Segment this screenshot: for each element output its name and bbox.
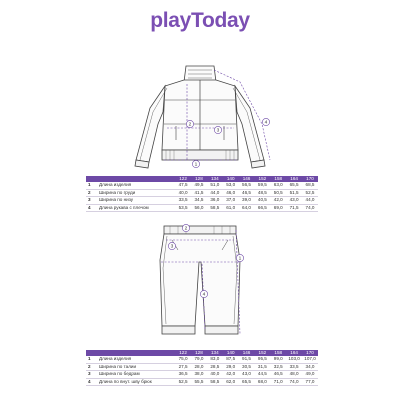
size-header: 170	[302, 176, 318, 182]
cell: 71,5	[286, 204, 302, 212]
table-row	[86, 204, 318, 212]
size-header: 134	[207, 350, 223, 356]
cell: 33,5	[175, 197, 191, 205]
row-number: 2	[86, 363, 99, 371]
cell: 51,0	[207, 182, 223, 189]
cell: 48,5	[254, 189, 270, 197]
row-number: 4	[86, 204, 99, 212]
jacket-marker-1	[192, 160, 199, 167]
size-header: 128	[191, 176, 207, 182]
size-header: 146	[239, 176, 255, 182]
cell: 79,0	[191, 356, 207, 363]
cell: 83,0	[207, 356, 223, 363]
cell: 68,0	[254, 378, 270, 386]
cell: 40,0	[175, 189, 191, 197]
cell: 77,0	[302, 378, 318, 386]
brand-logo: playToday	[150, 9, 250, 32]
size-header: 146	[239, 350, 255, 356]
size-header: 164	[286, 176, 302, 182]
cell: 36,5	[175, 371, 191, 379]
svg-text:3: 3	[170, 244, 174, 250]
cell: 56,0	[191, 204, 207, 212]
row-label: Длина по внут. шву брюк	[99, 378, 175, 386]
row-label: Длина рукава с плечом	[99, 204, 175, 212]
cell: 53,5	[175, 204, 191, 212]
cell: 44,0	[302, 197, 318, 205]
table-row	[86, 356, 318, 363]
cell: 65,5	[239, 378, 255, 386]
table-row	[86, 363, 318, 371]
cell: 40,5	[254, 197, 270, 205]
size-header: 170	[302, 350, 318, 356]
cell: 53,0	[223, 182, 239, 189]
jacket-marker-4	[262, 118, 269, 125]
cell: 38,0	[191, 371, 207, 379]
cell: 30,5	[239, 363, 255, 371]
svg-text:4: 4	[264, 120, 268, 126]
row-label: Ширина по талии	[99, 363, 175, 371]
cell: 103,0	[286, 356, 302, 363]
cell: 99,0	[270, 356, 286, 363]
cell: 37,0	[223, 197, 239, 205]
jacket-marker-2	[186, 120, 193, 127]
table-row	[86, 197, 318, 205]
cell: 44,0	[207, 189, 223, 197]
cell: 49,0	[302, 371, 318, 379]
cell: 46,5	[270, 371, 286, 379]
cell: 47,5	[175, 182, 191, 189]
cell: 34,5	[191, 197, 207, 205]
size-header: 140	[223, 350, 239, 356]
cell: 46,5	[239, 189, 255, 197]
cell: 43,0	[239, 371, 255, 379]
size-header: 122	[175, 350, 191, 356]
cell: 43,0	[286, 197, 302, 205]
cell: 44,5	[254, 371, 270, 379]
cell: 62,0	[223, 378, 239, 386]
size-header: 134	[207, 176, 223, 182]
cell: 46,0	[223, 189, 239, 197]
pants-marker-1	[236, 254, 243, 261]
table-row	[86, 371, 318, 379]
row-label: Длина изделия	[99, 182, 175, 189]
cell: 107,0	[302, 356, 318, 363]
table-row	[86, 189, 318, 197]
cell: 29,0	[223, 363, 239, 371]
svg-text:3: 3	[216, 128, 220, 134]
cell: 74,0	[286, 378, 302, 386]
pants-marker-2	[182, 224, 189, 231]
cell: 32,5	[270, 363, 286, 371]
cell: 63,0	[270, 182, 286, 189]
svg-text:2: 2	[188, 122, 192, 128]
cell: 50,5	[270, 189, 286, 197]
pants-marker-4	[200, 290, 207, 297]
row-number: 4	[86, 378, 99, 386]
row-label: Ширина по низу	[99, 197, 175, 205]
jacket-drawing	[135, 66, 265, 168]
jacket-size-table	[86, 176, 318, 212]
cell: 87,5	[223, 356, 239, 363]
cell: 49,5	[191, 182, 207, 189]
cell: 42,0	[223, 371, 239, 379]
cell: 58,5	[207, 204, 223, 212]
cell: 65,5	[286, 182, 302, 189]
cell: 51,5	[286, 189, 302, 197]
cell: 66,5	[254, 204, 270, 212]
cell: 48,0	[286, 371, 302, 379]
size-header: 140	[223, 176, 239, 182]
cell: 41,5	[191, 189, 207, 197]
size-header: 164	[286, 350, 302, 356]
size-header: 152	[254, 350, 270, 356]
svg-text:4: 4	[202, 292, 206, 298]
cell: 34,0	[302, 363, 318, 371]
row-number: 3	[86, 197, 99, 205]
cell: 58,5	[207, 378, 223, 386]
size-header: 158	[270, 350, 286, 356]
size-header: 158	[270, 176, 286, 182]
cell: 33,5	[286, 363, 302, 371]
svg-text:2: 2	[184, 226, 188, 232]
row-number: 1	[86, 182, 99, 189]
cell: 74,0	[302, 204, 318, 212]
table-row	[86, 378, 318, 386]
row-number: 1	[86, 356, 99, 363]
jacket-marker-3	[214, 126, 221, 133]
cell: 28,5	[207, 363, 223, 371]
pants-marker-3	[168, 242, 175, 249]
row-label: Ширина по бедрам	[99, 371, 175, 379]
cell: 39,0	[239, 197, 255, 205]
cell: 69,0	[270, 204, 286, 212]
cell: 42,0	[270, 197, 286, 205]
row-number: 2	[86, 189, 99, 197]
cell: 59,5	[254, 182, 270, 189]
size-header: 152	[254, 176, 270, 182]
cell: 40,0	[207, 371, 223, 379]
size-header: 122	[175, 176, 191, 182]
cell: 64,0	[239, 204, 255, 212]
cell: 68,5	[302, 182, 318, 189]
cell: 31,5	[254, 363, 270, 371]
cell: 56,5	[239, 182, 255, 189]
cell: 91,5	[239, 356, 255, 363]
row-label: Ширина по груди	[99, 189, 175, 197]
cell: 95,5	[254, 356, 270, 363]
cell: 52,5	[175, 378, 191, 386]
cell: 36,0	[207, 197, 223, 205]
cell: 71,0	[270, 378, 286, 386]
cell: 61,0	[223, 204, 239, 212]
cell: 55,5	[191, 378, 207, 386]
row-number: 3	[86, 371, 99, 379]
table-row	[86, 182, 318, 189]
cell: 52,5	[302, 189, 318, 197]
cell: 28,0	[191, 363, 207, 371]
svg-text:1: 1	[238, 256, 242, 262]
cell: 27,5	[175, 363, 191, 371]
cell: 75,0	[175, 356, 191, 363]
svg-text:1: 1	[194, 162, 198, 168]
size-header: 128	[191, 350, 207, 356]
row-label: Длина изделия	[99, 356, 175, 363]
pants-size-table	[86, 350, 318, 386]
